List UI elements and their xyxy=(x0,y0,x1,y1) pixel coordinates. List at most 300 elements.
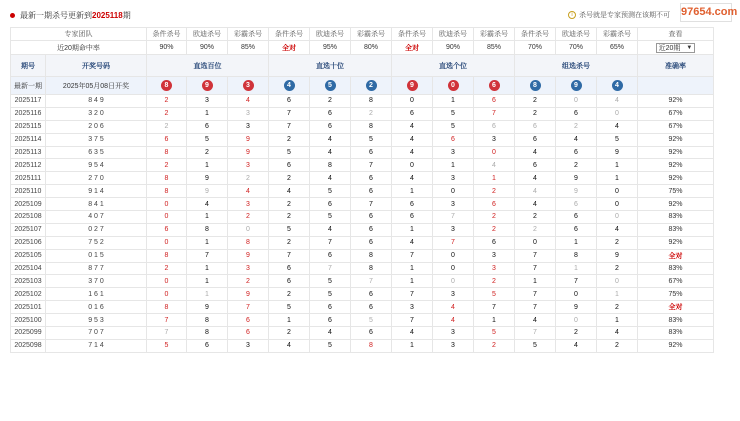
kill-cell: 8 xyxy=(187,223,228,236)
issue-cell: 2025099 xyxy=(11,327,46,340)
kill-cell: 0 xyxy=(433,249,474,262)
kill-cell: 9 xyxy=(187,185,228,198)
kill-cell: 4 xyxy=(556,339,597,352)
kill-cell: 4 xyxy=(228,95,269,108)
kill-cell: 2 xyxy=(310,95,351,108)
expert-name: 彩霸杀号 xyxy=(597,28,638,41)
kill-cell: 7 xyxy=(556,275,597,288)
number-ball: 8 xyxy=(530,80,541,91)
rate-cell: 92% xyxy=(638,159,714,172)
issue-cell: 2025101 xyxy=(11,301,46,314)
kill-cell: 9 xyxy=(228,133,269,146)
kill-cell: 6 xyxy=(351,172,392,185)
hit-rate-row xyxy=(11,41,714,55)
kill-cell: 7 xyxy=(351,159,392,172)
table-row xyxy=(11,198,714,211)
kill-cell: 6 xyxy=(515,133,556,146)
kill-cell: 0 xyxy=(392,159,433,172)
kill-cell: 4 xyxy=(392,172,433,185)
issue-cell: 2025116 xyxy=(11,107,46,120)
table-row xyxy=(11,159,714,172)
kill-cell: 1 xyxy=(392,339,433,352)
column-header-row xyxy=(11,55,714,77)
kill-cell: 8 xyxy=(351,339,392,352)
kill-cell: 2 xyxy=(474,211,515,224)
kill-cell: 8 xyxy=(351,262,392,275)
kill-cell: 2 xyxy=(147,107,187,120)
kill-cell: 5 xyxy=(310,288,351,301)
latest-ball-cell xyxy=(269,77,310,95)
kill-cell: 7 xyxy=(392,288,433,301)
kill-cell: 4 xyxy=(597,327,638,340)
kill-number-table xyxy=(10,27,714,353)
kill-cell: 3 xyxy=(228,159,269,172)
kill-cell: 7 xyxy=(515,288,556,301)
kill-cell: 6 xyxy=(310,249,351,262)
kill-cell: 6 xyxy=(269,95,310,108)
kill-cell: 5 xyxy=(187,133,228,146)
kill-cell: 2 xyxy=(147,159,187,172)
latest-ball-cell xyxy=(351,77,392,95)
issue-cell: 2025111 xyxy=(11,172,46,185)
kill-cell: 1 xyxy=(187,275,228,288)
kill-cell: 5 xyxy=(269,223,310,236)
kill-cell: 6 xyxy=(474,198,515,211)
kill-cell: 6 xyxy=(556,223,597,236)
kill-cell: 9 xyxy=(556,301,597,314)
latest-ball-cell xyxy=(474,77,515,95)
table-row xyxy=(11,95,714,108)
kill-cell: 4 xyxy=(228,185,269,198)
kill-cell: 6 xyxy=(269,159,310,172)
kill-cell: 3 xyxy=(433,172,474,185)
kill-cell: 1 xyxy=(392,275,433,288)
kill-cell: 6 xyxy=(310,198,351,211)
kill-cell: 2 xyxy=(269,198,310,211)
kill-cell: 6 xyxy=(351,236,392,249)
kill-cell: 9 xyxy=(556,172,597,185)
kill-cell: 2 xyxy=(597,262,638,275)
kill-cell: 6 xyxy=(351,185,392,198)
kill-cell: 4 xyxy=(310,223,351,236)
table-row xyxy=(11,262,714,275)
kill-cell: 3 xyxy=(433,288,474,301)
kill-cell: 8 xyxy=(147,249,187,262)
kill-cell: 4 xyxy=(310,172,351,185)
table-row xyxy=(11,301,714,314)
kill-cell: 2 xyxy=(515,223,556,236)
issue-cell: 2025115 xyxy=(11,120,46,133)
kill-cell: 4 xyxy=(392,236,433,249)
latest-ball-cell xyxy=(392,77,433,95)
rate-cell: 83% xyxy=(638,223,714,236)
kill-cell: 4 xyxy=(269,339,310,352)
kill-cell: 5 xyxy=(269,146,310,159)
kill-cell: 6 xyxy=(474,95,515,108)
kill-cell: 5 xyxy=(310,339,351,352)
kill-cell: 6 xyxy=(474,120,515,133)
issue-cell: 2025098 xyxy=(11,339,46,352)
kill-cell: 0 xyxy=(556,95,597,108)
expert-name: 欧迪杀号 xyxy=(433,28,474,41)
kill-cell: 1 xyxy=(433,95,474,108)
number-ball: 2 xyxy=(366,80,377,91)
rate-cell: 92% xyxy=(638,95,714,108)
kill-cell: 7 xyxy=(392,249,433,262)
kill-cell: 7 xyxy=(433,236,474,249)
kill-cell: 7 xyxy=(228,301,269,314)
kill-cell: 2 xyxy=(597,339,638,352)
kill-cell: 4 xyxy=(556,133,597,146)
hit-rate: 70% xyxy=(556,41,597,55)
kill-cell: 2 xyxy=(147,262,187,275)
table-row xyxy=(11,327,714,340)
draw-cell: 0 1 6 xyxy=(46,301,147,314)
kill-cell: 1 xyxy=(187,262,228,275)
kill-cell: 1 xyxy=(556,236,597,249)
table-row xyxy=(11,339,714,352)
kill-cell: 1 xyxy=(474,172,515,185)
draw-cell: 0 2 7 xyxy=(46,223,147,236)
kill-cell: 7 xyxy=(515,249,556,262)
kill-cell: 4 xyxy=(392,146,433,159)
top-bar xyxy=(10,5,740,25)
rate-cell: 83% xyxy=(638,211,714,224)
hit-rate: 全对 xyxy=(392,41,433,55)
table-row xyxy=(11,288,714,301)
kill-cell: 6 xyxy=(351,301,392,314)
rate-cell: 83% xyxy=(638,314,714,327)
draw-cell: 9 1 4 xyxy=(46,185,147,198)
issue-cell: 2025103 xyxy=(11,275,46,288)
kill-cell: 1 xyxy=(187,159,228,172)
kill-cell: 8 xyxy=(187,327,228,340)
table-row xyxy=(11,146,714,159)
kill-cell: 4 xyxy=(474,159,515,172)
kill-cell: 4 xyxy=(515,314,556,327)
kill-cell: 4 xyxy=(310,133,351,146)
period-select-value: 近20期 xyxy=(658,44,681,52)
expert-name: 彩霸杀号 xyxy=(474,28,515,41)
kill-cell: 1 xyxy=(433,159,474,172)
issue-cell: 2025100 xyxy=(11,314,46,327)
kill-cell: 1 xyxy=(597,288,638,301)
issue-cell: 2025102 xyxy=(11,288,46,301)
kill-cell: 3 xyxy=(433,339,474,352)
kill-cell: 0 xyxy=(474,146,515,159)
draw-cell: 8 7 7 xyxy=(46,262,147,275)
hit-rate: 85% xyxy=(474,41,515,55)
table-row xyxy=(11,185,714,198)
table-row xyxy=(11,249,714,262)
col-draw: 开奖号码 xyxy=(46,55,147,77)
number-ball: 0 xyxy=(448,80,459,91)
kill-cell: 8 xyxy=(556,249,597,262)
hit-rate: 65% xyxy=(597,41,638,55)
kill-cell: 4 xyxy=(310,327,351,340)
draw-cell: 9 5 4 xyxy=(46,159,147,172)
issue-cell: 2025114 xyxy=(11,133,46,146)
kill-cell: 8 xyxy=(228,236,269,249)
kill-cell: 7 xyxy=(269,107,310,120)
kill-cell: 9 xyxy=(597,249,638,262)
period-select-cell xyxy=(638,41,714,55)
expert-row xyxy=(11,28,714,41)
latest-ball-cell xyxy=(515,77,556,95)
kill-cell: 1 xyxy=(187,288,228,301)
kill-cell: 6 xyxy=(187,120,228,133)
kill-cell: 1 xyxy=(515,275,556,288)
period-select[interactable] xyxy=(656,43,696,53)
kill-cell: 5 xyxy=(515,339,556,352)
kill-cell: 7 xyxy=(351,198,392,211)
rate-cell: 92% xyxy=(638,198,714,211)
kill-cell: 3 xyxy=(228,120,269,133)
kill-cell: 6 xyxy=(228,327,269,340)
rate-cell: 67% xyxy=(638,120,714,133)
kill-cell: 8 xyxy=(147,185,187,198)
hit-rate: 95% xyxy=(310,41,351,55)
kill-cell: 6 xyxy=(187,339,228,352)
kill-cell: 8 xyxy=(147,172,187,185)
latest-ball-cell xyxy=(556,77,597,95)
issue-cell: 2025104 xyxy=(11,262,46,275)
kill-cell: 3 xyxy=(433,146,474,159)
issue-cell: 2025117 xyxy=(11,95,46,108)
kill-cell: 2 xyxy=(351,107,392,120)
kill-cell: 8 xyxy=(147,146,187,159)
kill-cell: 0 xyxy=(597,185,638,198)
kill-cell: 0 xyxy=(147,288,187,301)
view-label: 查看 xyxy=(638,28,714,41)
kill-cell: 6 xyxy=(392,198,433,211)
kill-cell: 6 xyxy=(556,198,597,211)
kill-cell: 2 xyxy=(269,211,310,224)
number-ball: 5 xyxy=(325,80,336,91)
kill-cell: 8 xyxy=(351,95,392,108)
rate-cell: 75% xyxy=(638,185,714,198)
kill-cell: 4 xyxy=(515,172,556,185)
hit-rate: 85% xyxy=(228,41,269,55)
kill-cell: 2 xyxy=(228,172,269,185)
issue-cell: 2025109 xyxy=(11,198,46,211)
kill-cell: 4 xyxy=(433,314,474,327)
kill-cell: 2 xyxy=(269,133,310,146)
kill-cell: 7 xyxy=(147,327,187,340)
draw-cell: 8 4 1 xyxy=(46,198,147,211)
kill-cell: 2 xyxy=(147,95,187,108)
kill-cell: 7 xyxy=(392,314,433,327)
rate-cell: 67% xyxy=(638,275,714,288)
kill-cell: 3 xyxy=(228,107,269,120)
table-row xyxy=(11,120,714,133)
kill-cell: 7 xyxy=(515,301,556,314)
kill-cell: 9 xyxy=(556,185,597,198)
kill-cell: 4 xyxy=(187,198,228,211)
rate-cell: 92% xyxy=(638,133,714,146)
kill-cell: 6 xyxy=(310,301,351,314)
expert-name: 彩霸杀号 xyxy=(228,28,269,41)
kill-cell: 0 xyxy=(228,223,269,236)
draw-cell: 3 7 0 xyxy=(46,275,147,288)
kill-cell: 1 xyxy=(187,107,228,120)
kill-cell: 8 xyxy=(351,249,392,262)
kill-cell: 3 xyxy=(228,198,269,211)
issue-cell: 2025112 xyxy=(11,159,46,172)
table-row xyxy=(11,314,714,327)
draw-cell: 2 7 0 xyxy=(46,172,147,185)
kill-cell: 4 xyxy=(515,198,556,211)
expert-name: 条件杀号 xyxy=(515,28,556,41)
hit-rate: 90% xyxy=(433,41,474,55)
bullet-icon xyxy=(10,13,15,18)
col-units: 直选个位 xyxy=(392,55,515,77)
kill-cell: 6 xyxy=(310,120,351,133)
kill-cell: 0 xyxy=(433,185,474,198)
rate-cell: 83% xyxy=(638,327,714,340)
kill-cell: 6 xyxy=(392,107,433,120)
chevron-down-icon: ▼ xyxy=(686,44,693,51)
kill-cell: 8 xyxy=(351,120,392,133)
kill-cell: 4 xyxy=(515,185,556,198)
table-row xyxy=(11,223,714,236)
rate-cell: 83% xyxy=(638,262,714,275)
number-ball: 3 xyxy=(243,80,254,91)
expert-name: 条件杀号 xyxy=(392,28,433,41)
kill-cell: 2 xyxy=(515,107,556,120)
kill-cell: 2 xyxy=(474,339,515,352)
kill-cell: 5 xyxy=(351,314,392,327)
col-hundreds: 直选百位 xyxy=(147,55,269,77)
latest-ball-cell xyxy=(433,77,474,95)
kill-cell: 1 xyxy=(187,211,228,224)
kill-cell: 2 xyxy=(556,120,597,133)
kill-cell: 2 xyxy=(269,288,310,301)
kill-cell: 9 xyxy=(187,301,228,314)
kill-cell: 8 xyxy=(310,159,351,172)
kill-cell: 6 xyxy=(228,314,269,327)
kill-cell: 2 xyxy=(474,223,515,236)
draw-cell: 7 0 7 xyxy=(46,327,147,340)
kill-cell: 7 xyxy=(515,327,556,340)
kill-cell: 9 xyxy=(228,288,269,301)
draw-cell: 1 6 1 xyxy=(46,288,147,301)
number-ball: 9 xyxy=(407,80,418,91)
kill-cell: 0 xyxy=(433,275,474,288)
issue-cell: 2025106 xyxy=(11,236,46,249)
kill-cell: 0 xyxy=(597,275,638,288)
issue-cell: 2025113 xyxy=(11,146,46,159)
kill-cell: 5 xyxy=(351,133,392,146)
kill-cell: 1 xyxy=(474,314,515,327)
draw-cell: 6 3 5 xyxy=(46,146,147,159)
kill-cell: 4 xyxy=(515,146,556,159)
kill-cell: 3 xyxy=(474,262,515,275)
kill-cell: 2 xyxy=(228,211,269,224)
draw-cell: 9 5 3 xyxy=(46,314,147,327)
latest-ball-cell xyxy=(228,77,269,95)
kill-cell: 3 xyxy=(474,249,515,262)
hit-rate: 90% xyxy=(187,41,228,55)
kill-cell: 0 xyxy=(147,236,187,249)
kill-cell: 2 xyxy=(556,327,597,340)
kill-cell: 6 xyxy=(433,133,474,146)
kill-cell: 4 xyxy=(597,120,638,133)
kill-cell: 6 xyxy=(147,133,187,146)
kill-cell: 9 xyxy=(228,249,269,262)
kill-cell: 2 xyxy=(515,95,556,108)
kill-cell: 4 xyxy=(392,120,433,133)
kill-cell: 0 xyxy=(392,95,433,108)
kill-cell: 5 xyxy=(269,301,310,314)
kill-cell: 3 xyxy=(392,301,433,314)
kill-cell: 1 xyxy=(597,172,638,185)
table-row xyxy=(11,107,714,120)
kill-cell: 3 xyxy=(187,95,228,108)
kill-cell: 3 xyxy=(474,133,515,146)
hit-rate: 全对 xyxy=(269,41,310,55)
kill-cell: 1 xyxy=(392,223,433,236)
expert-name: 条件杀号 xyxy=(269,28,310,41)
kill-cell: 0 xyxy=(556,288,597,301)
kill-cell: 1 xyxy=(269,314,310,327)
kill-cell: 5 xyxy=(597,133,638,146)
rate-cell: 75% xyxy=(638,288,714,301)
hit-rate: 90% xyxy=(147,41,187,55)
number-ball: 4 xyxy=(284,80,295,91)
kill-cell: 6 xyxy=(556,107,597,120)
draw-cell: 8 4 9 xyxy=(46,95,147,108)
expert-name: 彩霸杀号 xyxy=(351,28,392,41)
kill-cell: 8 xyxy=(187,314,228,327)
kill-cell: 3 xyxy=(228,262,269,275)
kill-cell: 5 xyxy=(433,120,474,133)
latest-date: 2025年05月08日开奖 xyxy=(46,77,147,95)
draw-cell: 4 0 7 xyxy=(46,211,147,224)
hit-rate-label: 近20期命中率 xyxy=(11,41,147,55)
kill-cell: 6 xyxy=(351,146,392,159)
kill-cell: 6 xyxy=(515,120,556,133)
issue-cell: 2025110 xyxy=(11,185,46,198)
kill-cell: 6 xyxy=(310,314,351,327)
rate-cell: 全对 xyxy=(638,249,714,262)
col-rate: 准确率 xyxy=(638,55,714,77)
kill-cell: 7 xyxy=(474,107,515,120)
latest-label: 最新一期 xyxy=(11,77,46,95)
number-ball: 6 xyxy=(489,80,500,91)
rate-cell: 92% xyxy=(638,236,714,249)
kill-cell: 0 xyxy=(597,211,638,224)
draw-cell: 3 7 5 xyxy=(46,133,147,146)
kill-cell: 0 xyxy=(515,236,556,249)
expert-name: 条件杀号 xyxy=(147,28,187,41)
kill-cell: 5 xyxy=(474,288,515,301)
kill-cell: 6 xyxy=(351,327,392,340)
kill-cell: 7 xyxy=(351,275,392,288)
kill-cell: 2 xyxy=(269,327,310,340)
kill-cell: 6 xyxy=(351,223,392,236)
latest-ball-cell xyxy=(187,77,228,95)
kill-cell: 3 xyxy=(433,198,474,211)
latest-rate-cell xyxy=(638,77,714,95)
table-row xyxy=(11,275,714,288)
kill-cell: 6 xyxy=(269,275,310,288)
table-row xyxy=(11,172,714,185)
kill-cell: 2 xyxy=(515,211,556,224)
kill-cell: 6 xyxy=(392,211,433,224)
kill-cell: 6 xyxy=(351,211,392,224)
kill-cell: 7 xyxy=(310,262,351,275)
